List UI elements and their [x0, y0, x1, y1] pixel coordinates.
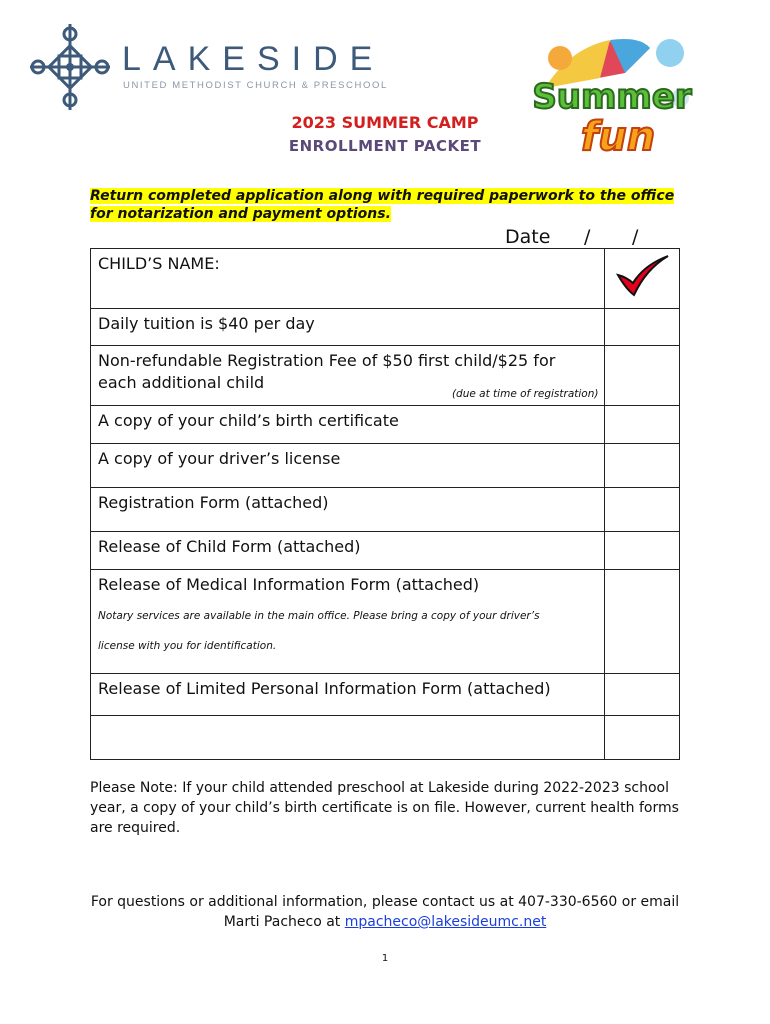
table-row [91, 716, 680, 760]
checklist-item: Registration Form (attached) [91, 488, 605, 532]
checklist-item: A copy of your child’s birth certificate [91, 406, 605, 444]
date-separator: / [584, 226, 591, 248]
check-box[interactable] [605, 249, 680, 309]
checklist-item: Non-refundable Registration Fee of $50 first child/$25 for each additional child (due at time of registration) [91, 346, 605, 406]
checklist-item: A copy of your driver’s license [91, 444, 605, 488]
table-row [91, 488, 680, 532]
check-box[interactable] [605, 488, 680, 532]
page-number: 1 [381, 953, 389, 964]
blank-item-field[interactable] [91, 716, 605, 760]
check-box[interactable] [605, 532, 680, 570]
page-subtitle: ENROLLMENT PACKET [288, 137, 482, 155]
checklist-item: Release of Medical Information Form (attached) Notary services are available in the main office. Please bring a copy of your driver’s license with you for identification. [91, 570, 605, 674]
table-row [91, 249, 680, 309]
contact-line: For questions or additional information, please contact us at 407-330-6560 or email [90, 894, 680, 910]
checklist-item: Release of Limited Personal Information Form (attached) [91, 674, 605, 716]
checklist-item: Daily tuition is $40 per day [91, 309, 605, 346]
table-row [91, 406, 680, 444]
table-row [91, 674, 680, 716]
check-box[interactable] [605, 444, 680, 488]
check-box[interactable] [605, 570, 680, 674]
table-row [91, 309, 680, 346]
page-title: 2023 SUMMER CAMP [291, 113, 479, 132]
check-box[interactable] [605, 346, 680, 406]
date-label: Date [505, 226, 551, 248]
check-box[interactable] [605, 309, 680, 346]
registration-fee-note: (due at time of registration) [451, 388, 599, 400]
date-separator: / [632, 226, 639, 248]
contact-line: Marti Pacheco at mpacheco@lakesideumc.net [223, 914, 547, 930]
email-link[interactable]: mpacheco@lakesideumc.net [344, 914, 547, 930]
contact-info [90, 892, 680, 932]
table-row [91, 570, 680, 674]
logo-wordmark: LAKESIDE [122, 40, 385, 78]
fun-text: fun [580, 114, 656, 160]
red-checkmark-icon [612, 253, 672, 299]
check-box[interactable] [605, 406, 680, 444]
enrollment-checklist [90, 248, 680, 760]
notary-note: license with you for identification. [98, 640, 277, 652]
notary-note: Notary services are available in the main office. Please bring a copy of your driver’s [98, 610, 540, 622]
check-box[interactable] [605, 716, 680, 760]
instructions-text: Return completed application along with required paperwork to the office for notarization and payment options. [90, 188, 675, 222]
table-row [91, 444, 680, 488]
table-row [91, 532, 680, 570]
logo-subtitle: UNITED METHODIST CHURCH & PRESCHOOL [123, 80, 388, 91]
childs-name-field[interactable]: CHILD’S NAME: [91, 249, 605, 309]
checklist-item: Release of Child Form (attached) [91, 532, 605, 570]
table-row [91, 346, 680, 406]
check-box[interactable] [605, 674, 680, 716]
please-note-text: Please Note: If your child attended preschool at Lakeside during 2022-2023 school year, a copy of your child’s birth certificate is on file. However, current health forms are required. [90, 780, 679, 836]
summer-text: Summer [532, 77, 692, 117]
